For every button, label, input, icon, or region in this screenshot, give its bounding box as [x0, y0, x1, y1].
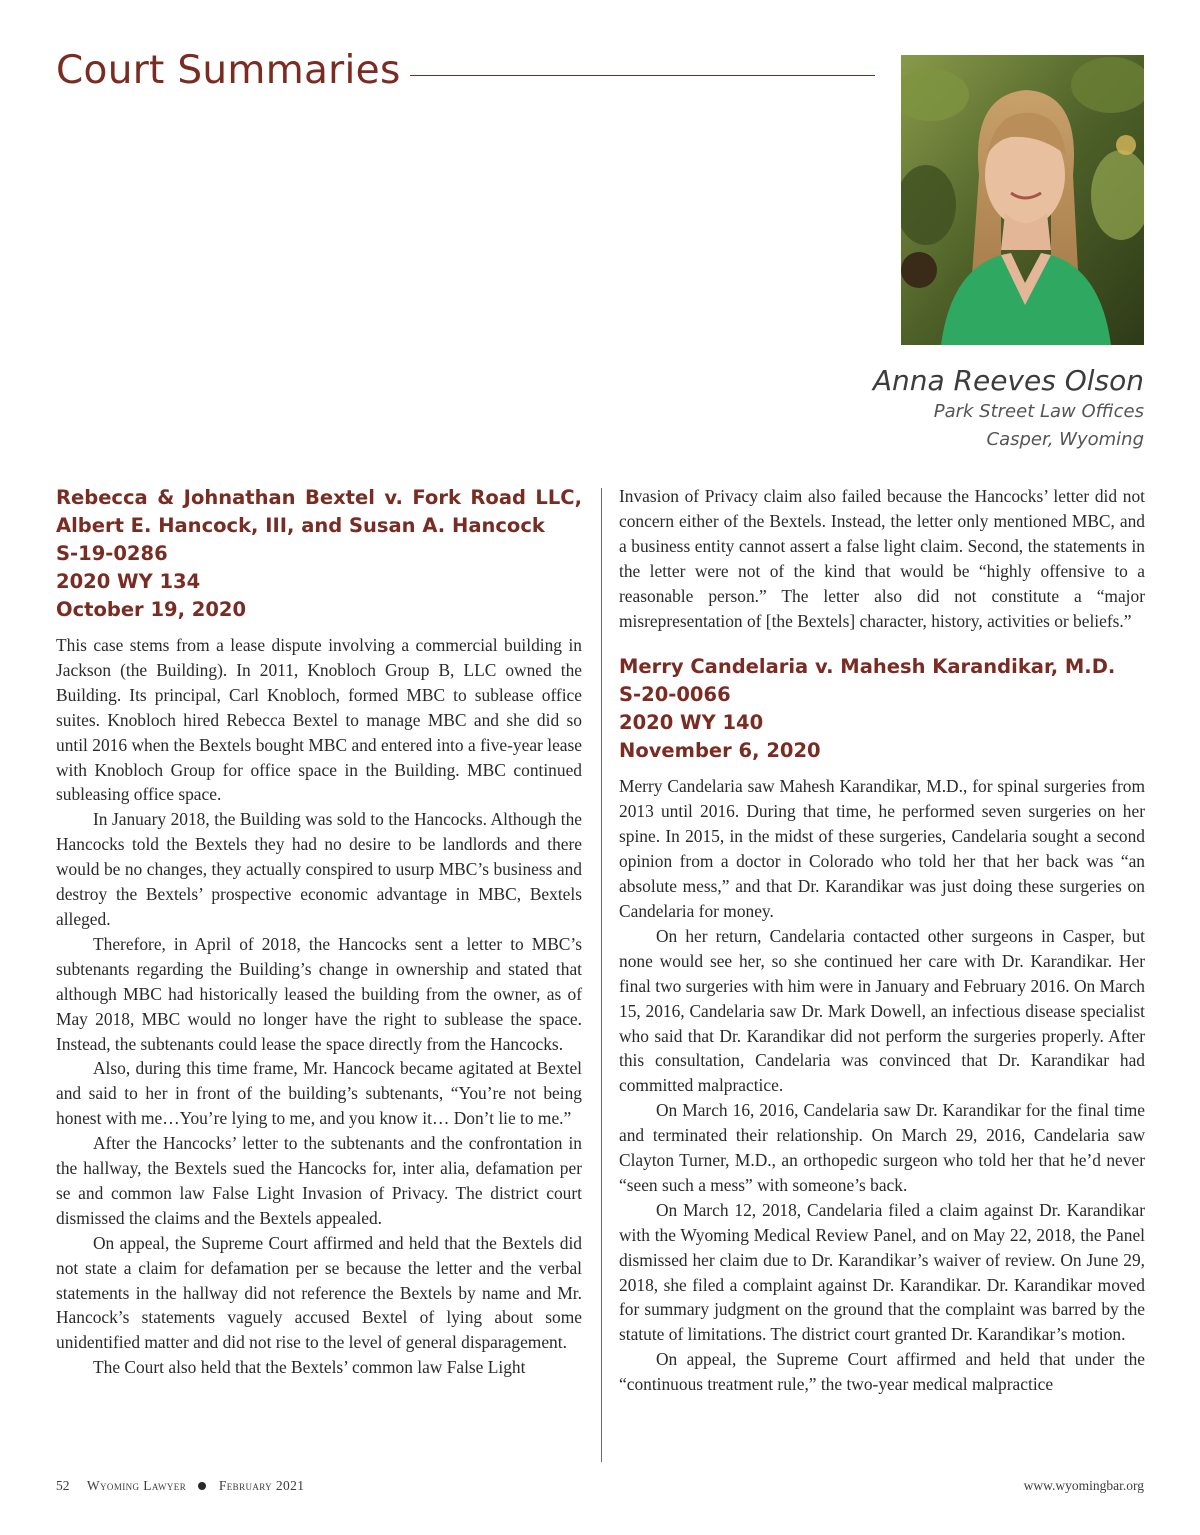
magazine-name: Wyoming Lawyer	[86, 1478, 187, 1493]
paragraph-continued: Invasion of Privacy claim also failed because the Hancocks’ letter did not concern either of the Bextels. Instead, the letter only mentioned MBC, and a business entity cannot assert a false light claim. Second, the statements in the letter were not of the kind that would be “highly offensive to a reasonable person.” The letter also did not constitute a “major misrepresentation of [the Bextels] character, history, activities or beliefs.”	[619, 486, 1145, 631]
right-column	[619, 484, 1145, 1397]
column-divider	[601, 488, 602, 1462]
website-url: www.wyomingbar.org	[1023, 1478, 1144, 1493]
bullet-icon	[198, 1482, 206, 1490]
author-photo	[901, 55, 1144, 345]
author-location: Casper, Wyoming	[986, 429, 1144, 450]
case-title-line: Merry Candelaria v. Mahesh Karandikar, M.D.	[619, 655, 1116, 679]
paragraph: On appeal, the Supreme Court affirmed and held that the Bextels did not state a claim for defamation per se because the letter and the verbal statements in the hallway did not reference the Bextels by name and Mr. Hancock’s statements vaguely accused Bextel of lying about some unidentified matter and did not rise to the level of general disparagement.	[56, 1232, 582, 1353]
case-title-line: Albert E. Hancock, III, and Susan A. Hancock	[56, 514, 545, 537]
paragraph: Also, during this time frame, Mr. Hancock became agitated at Bextel and said to her in front of the building’s subtenants, “You’re not being honest with me…You’re lying to me, and you know it… Don’t lie to me.”	[56, 1058, 582, 1129]
paragraph: On March 12, 2018, Candelaria filed a claim against Dr. Karandikar with the Wyoming Medical Review Panel, and on May 22, 2018, the Panel dismissed her claim due to Dr. Karandikar’s waiver of review. On June 29, 2018, she filed a complaint against Dr. Karandikar. Dr. Karandikar moved for summary judgment on the ground that the complaint was barred by the statute of limitations. The district court granted Dr. Karandikar’s motion.	[619, 1199, 1145, 1345]
docket-number: S-20-0066	[619, 683, 731, 707]
paragraph: In January 2018, the Building was sold to the Hancocks. Although the Hancocks told the Bextels they had no desire to be landlords and there would be no changes, they actually conspired to usurp MBC’s business and destroy the Bextels’ prospective economic advantage in MBC, Bextels alleged.	[56, 809, 582, 929]
page-footer	[56, 1478, 1144, 1494]
page-title: Court Summaries	[56, 48, 401, 93]
paragraph: After the Hancocks’ letter to the subtenants and the confrontation in the hallway, the Bextels sued the Hancocks for, inter alia, defamation per se and common law False Light Invasion of Privacy. The district court dismissed the claims and the Bextels appealed.	[56, 1133, 582, 1228]
paragraph: This case stems from a lease dispute involving a commercial building in Jackson (the Building). In 2011, Knobloch Group B, LLC owned the Building. Its principal, Carl Knobloch, formed MBC to sublease office suites. Knobloch hired Rebecca Bextel to manage MBC and she did so until 2016 when the Bextels bought MBC and entered into a five-year lease with Knobloch Group for office space in the Building. MBC continued subleasing office space.	[56, 635, 582, 805]
page-number: 52	[56, 1478, 70, 1493]
paragraph: The Court also held that the Bextels’ common law False Light	[93, 1357, 526, 1378]
left-column	[56, 484, 582, 1380]
citation: 2020 WY 134	[56, 570, 201, 593]
citation: 2020 WY 140	[619, 711, 764, 735]
decision-date: October 19, 2020	[56, 598, 247, 621]
docket-number: S-19-0286	[56, 542, 168, 565]
author-name: Anna Reeves Olson	[872, 364, 1144, 397]
decision-date: November 6, 2020	[619, 739, 821, 763]
case-heading	[619, 653, 1145, 765]
case-heading	[56, 484, 582, 624]
title-rule	[410, 75, 875, 76]
paragraph: Therefore, in April of 2018, the Hancocks sent a letter to MBC’s subtenants regarding the Building’s change in ownership and stated that although MBC had historically leased the building from the owner, as of May 2018, MBC would no longer have the right to sublease the space. Instead, the subtenants could lease the space directly from the Hancocks.	[56, 933, 582, 1054]
paragraph: On March 16, 2016, Candelaria saw Dr. Karandikar for the final time and terminated their relationship. On March 29, 2016, Candelaria saw Clayton Turner, M.D., an orthopedic surgeon who told her that he’d never “seen such a mess” with someone’s back.	[619, 1100, 1145, 1195]
issue-date: February 2021	[218, 1478, 305, 1493]
author-byline	[873, 364, 1144, 454]
paragraph: On appeal, the Supreme Court affirmed and held that under the “continuous treatment rule,” the two-year medical malpractice	[619, 1349, 1145, 1395]
paragraph: On her return, Candelaria contacted other surgeons in Casper, but none would see her, so she continued her care with Dr. Karandikar. Her final two surgeries with him were in January and February 2016. On March 15, 2016, Candelaria saw Dr. Mark Dowell, an infectious disease specialist who said that Dr. Karandikar did not perform the surgeries properly. After this consultation, Candelaria was convinced that Dr. Karandikar had committed malpractice.	[619, 925, 1145, 1096]
paragraph: Merry Candelaria saw Mahesh Karandikar, M.D., for spinal surgeries from 2013 until 2016. During that time, he performed seven surgeries on her spine. In 2015, in the midst of these surgeries, Candelaria sought a second opinion from a doctor in Colorado who told her that her back was “an absolute mess,” and that Dr. Karandikar was just doing these surgeries on Candelaria for money.	[619, 776, 1145, 921]
case-title-line: Rebecca & Johnathan Bextel v. Fork Road LLC,	[56, 486, 582, 509]
author-firm: Park Street Law Offices	[933, 401, 1144, 422]
